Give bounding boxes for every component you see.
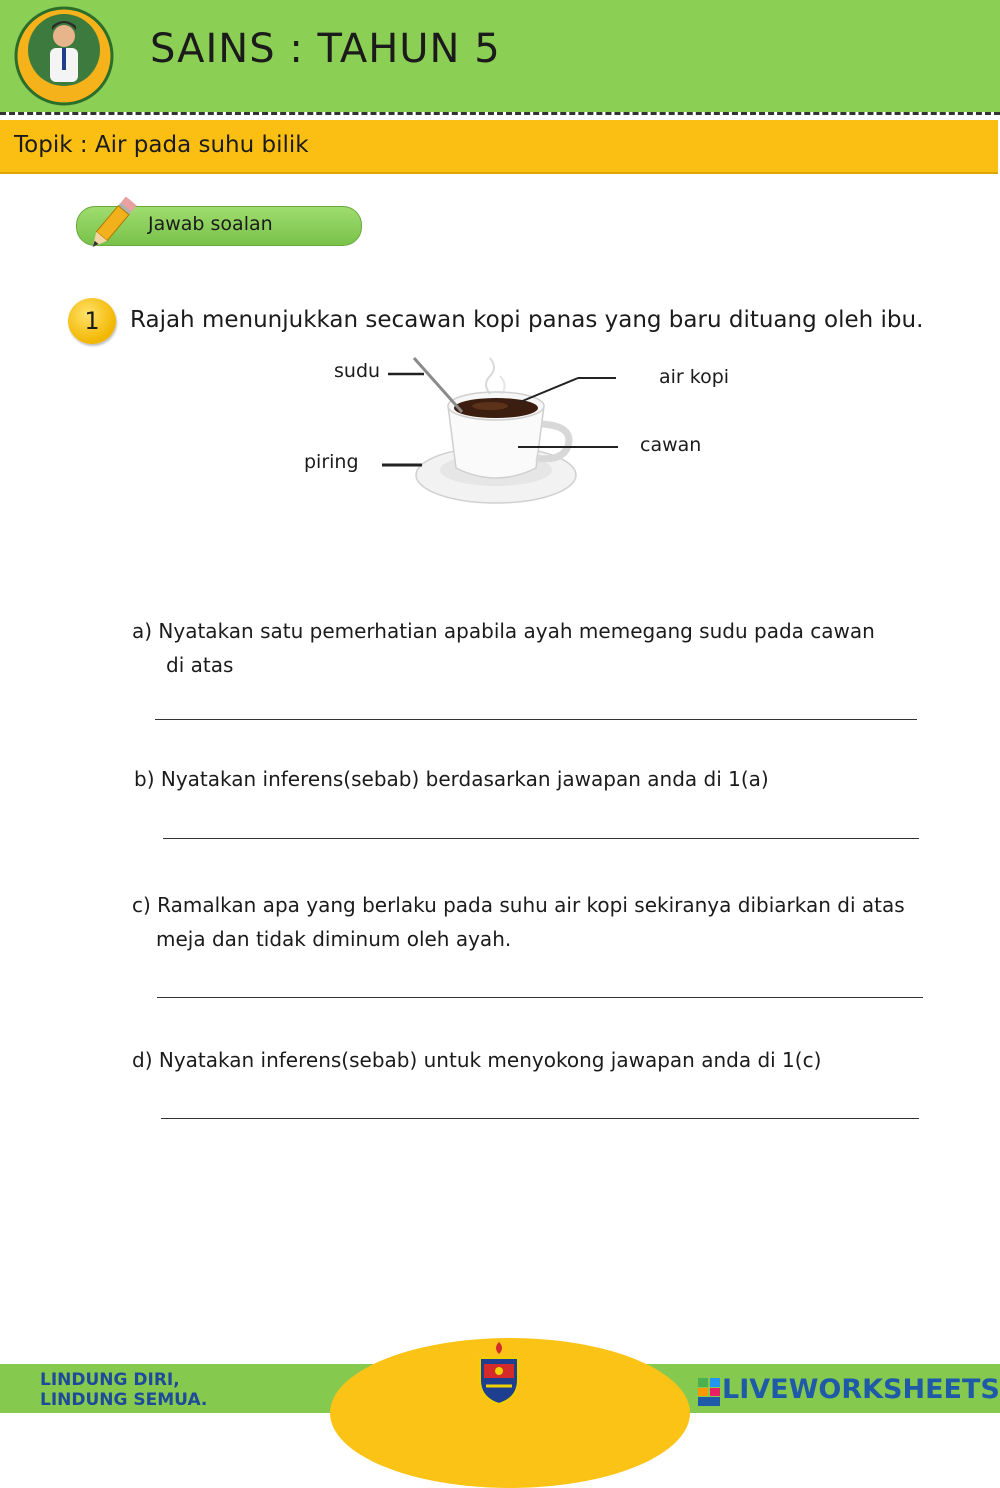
dashed-divider <box>0 112 1000 115</box>
subquestion-d-line1: d) Nyatakan inferens(sebab) untuk menyokong jawapan anda di 1(c) <box>132 1048 822 1072</box>
footer-slogan <box>40 1370 207 1410</box>
kelas-cikgu-hafez-logo <box>12 4 116 108</box>
topic-label: Topik : Air pada suhu bilik <box>14 132 309 158</box>
liveworksheets-brand[interactable]: LIVEWORKSHEETS <box>722 1374 1000 1405</box>
subquestion-c-line2: meja dan tidak diminum oleh ayah. <box>156 927 512 951</box>
answer-line-b[interactable] <box>163 838 919 839</box>
ministry-emblem-icon <box>470 1340 528 1406</box>
answer-line-c[interactable] <box>157 997 923 998</box>
answer-line-d[interactable] <box>161 1118 919 1119</box>
section-label: Jawab soalan <box>148 213 273 235</box>
answer-line-a[interactable] <box>155 719 917 720</box>
slogan-line2: LINDUNG SEMUA. <box>40 1390 208 1410</box>
subquestion-a-line2: di atas <box>166 653 234 677</box>
liveworksheets-logo-icon <box>698 1378 720 1406</box>
question-text: Rajah menunjukkan secawan kopi panas yang baru dituang oleh ibu. <box>130 307 924 333</box>
subquestion-c-line1: c) Ramalkan apa yang berlaku pada suhu air kopi sekiranya dibiarkan di atas <box>132 893 905 917</box>
label-piring: piring <box>304 451 359 473</box>
question-number-badge: 1 <box>68 298 116 344</box>
slogan-line1: LINDUNG DIRI, <box>40 1370 180 1390</box>
worksheet-title: SAINS : TAHUN 5 <box>150 26 501 72</box>
label-sudu: sudu <box>334 360 381 382</box>
label-cawan: cawan <box>640 434 702 456</box>
subquestion-b-line1: b) Nyatakan inferens(sebab) berdasarkan jawapan anda di 1(a) <box>134 767 769 791</box>
label-air-kopi: air kopi <box>659 366 730 388</box>
subquestion-a-line1: a) Nyatakan satu pemerhatian apabila ayah memegang sudu pada cawan <box>132 619 875 643</box>
pencil-icon <box>82 192 142 256</box>
